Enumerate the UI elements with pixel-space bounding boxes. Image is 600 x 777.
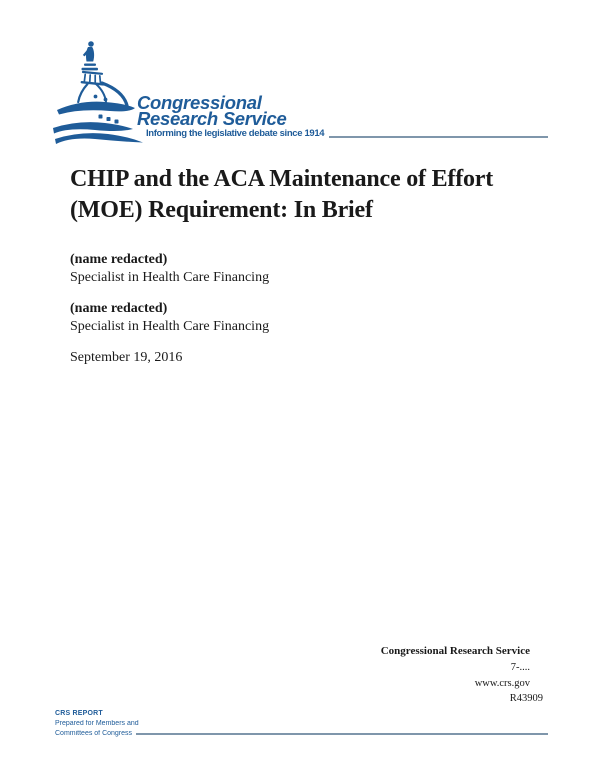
footer-website: www.crs.gov	[474, 677, 530, 689]
logo-wordmark	[137, 92, 287, 129]
footer-left-rule-row	[55, 729, 548, 739]
author-role: Specialist in Health Care Financing	[70, 318, 270, 334]
author-name: (name redacted)	[70, 252, 168, 267]
footer-right-block	[380, 644, 543, 707]
footer-org-name: Congressional Research Service	[380, 645, 530, 657]
report-date: September 19, 2016	[70, 350, 183, 365]
footer-left-line2: Committees of Congress	[55, 729, 133, 737]
author-name: (name redacted)	[70, 301, 168, 316]
report-number: R43909	[509, 693, 543, 705]
footer-left-line1: Prepared for Members and	[55, 719, 139, 727]
author-role: Specialist in Health Care Financing	[70, 269, 270, 285]
crs-report-label: CRS REPORT	[55, 710, 103, 717]
author-block	[70, 251, 269, 367]
author-entry	[70, 251, 269, 286]
report-title-line2: (MOE) Requirement: In Brief	[70, 196, 373, 223]
logo-tagline-row	[146, 128, 548, 140]
logo-wordmark-line2: Research Service	[137, 107, 287, 129]
footer-left-block	[55, 709, 548, 738]
logo-tagline: Informing the legislative debate since 1914	[146, 128, 325, 139]
footer-phone: 7-....	[510, 661, 530, 673]
logo-wordmark-line1: Congressional	[137, 92, 262, 113]
bottom-rule	[136, 733, 548, 735]
report-title-line1: CHIP and the ACA Maintenance of Effort	[70, 166, 494, 192]
report-title	[70, 164, 550, 225]
author-entry	[70, 300, 269, 335]
header-rule	[329, 136, 548, 138]
